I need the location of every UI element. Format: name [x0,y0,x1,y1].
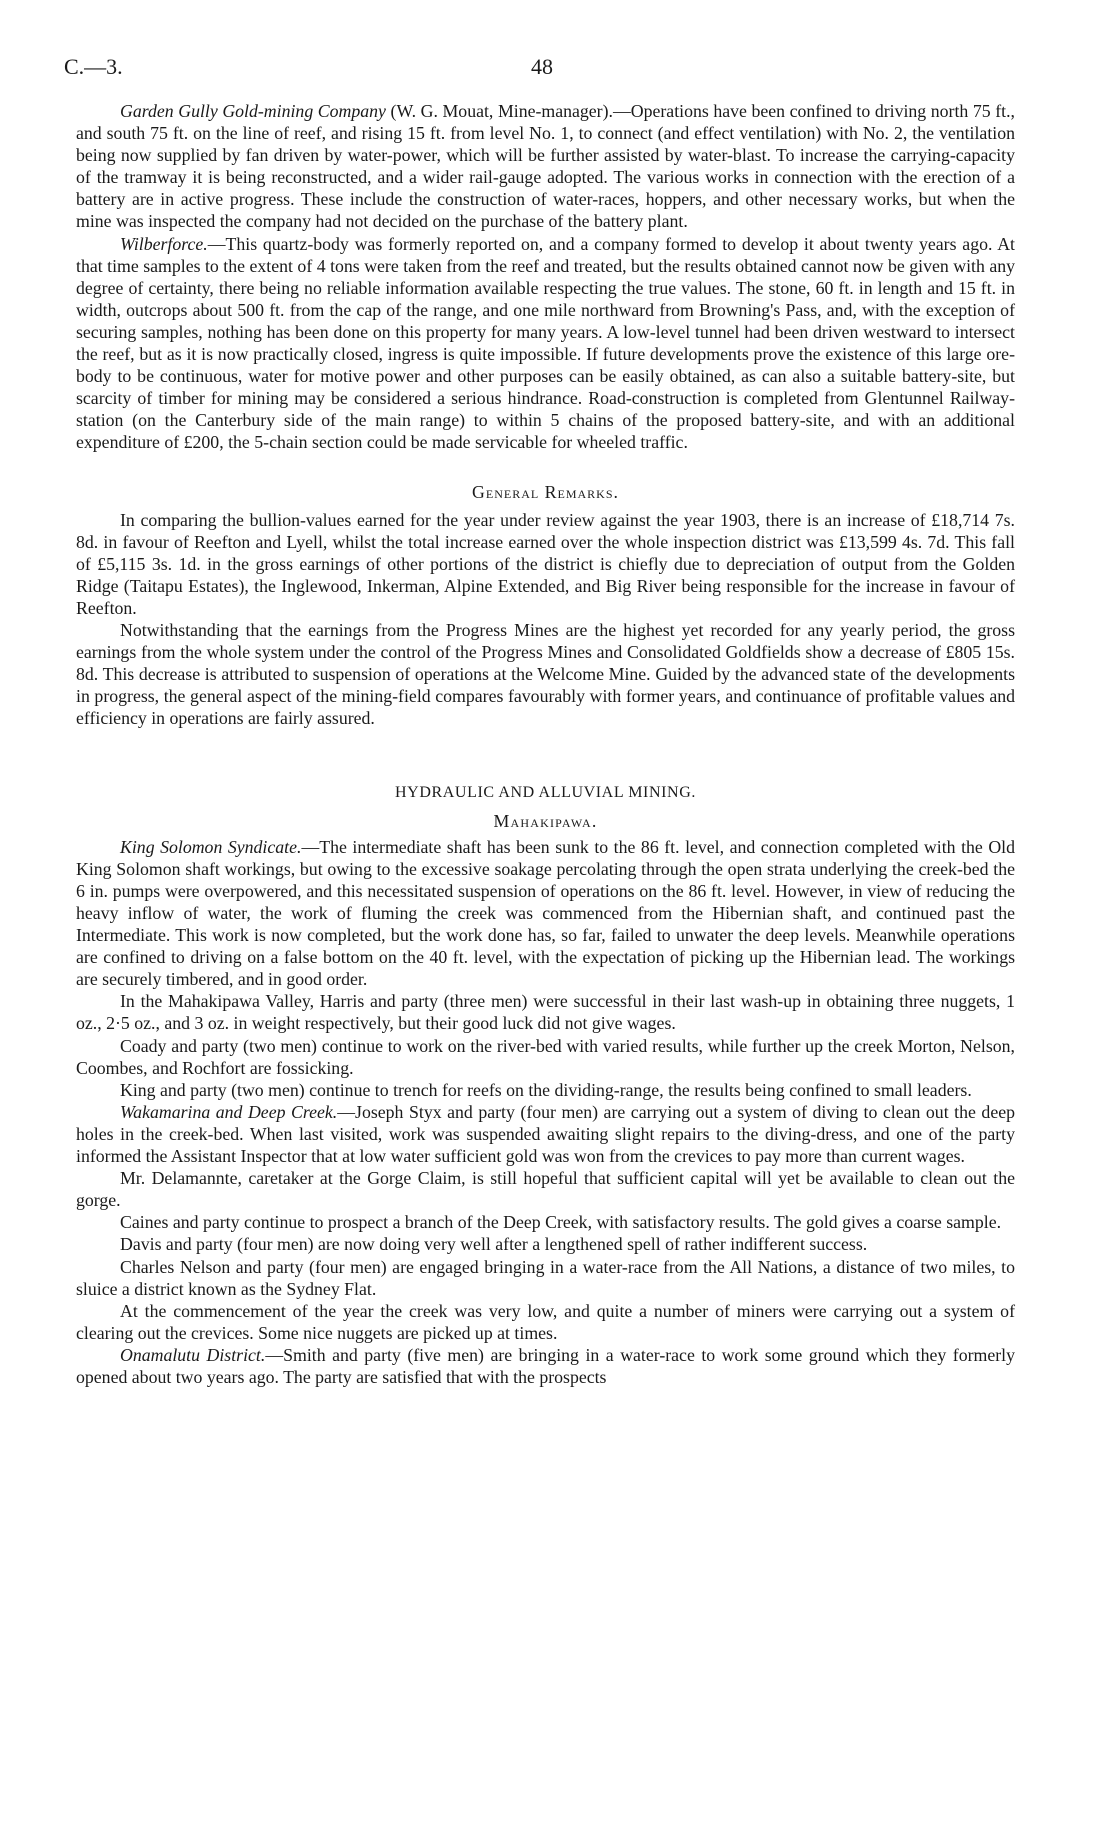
paragraph-onamalutu [76,1344,1015,1388]
paragraph-text: —This quartz-body was formerly reported on, and a company formed to develop it about twenty years ago. At that time samples to the extent of 4 tons were taken from the reef and treated, but the results obtained cannot now be given with any degree of certainty, there being no reliable information available respecting the true values. The stone, 60 ft. in length and 15 ft. in width, outcrops about 500 ft. from the cap of the range, and one mile northward from Browning's Pass, and, with the exception of securing samples, nothing has been done on this property for many years. A low-level tunnel had been driven westward to intersect the reef, but as it is now practically closed, ingress is quite impossible. If future developments prove the existence of this large ore-body to be continuous, water for motive power and other purposes can be easily obtained, as can also a suitable battery-site, but scarcity of timber for mining may be considered a serious hindrance. Road-construction is completed from Glentunnel Railway-station (on the Canterbury side of the main range) to within 5 chains of the proposed battery-site, and with an additional expenditure of £200, the 5-chain section could be made servicable for wheeled traffic. [76,233,1015,453]
hydraulic-section [76,836,1015,1388]
paragraph-text: Caines and party continue to prospect a branch of the Deep Creek, with satisfactory results. The gold gives a coarse sample. [120,1212,1002,1233]
paragraph-text: Charles Nelson and party (four men) are engaged bringing in a water-race from the All Nations, a distance of two miles, to sluice a district known as the Sydney Flat. [76,1256,1015,1299]
paragraph-text: Davis and party (four men) are now doing very well after a lengthened spell of rather indifferent success. [120,1234,868,1255]
mahakipawa-subheading: Mahakipawa. [493,810,598,831]
general-remarks-heading: General Remarks. [472,481,619,502]
mining-reports-section [76,100,1015,454]
paragraph [76,1211,1015,1233]
hydraulic-mining-heading: HYDRAULIC AND ALLUVIAL MINING. [395,783,696,801]
paragraph [76,1300,1015,1344]
paragraph [76,1079,1015,1101]
paragraph-lead: Wilberforce. [120,233,208,254]
paragraph-text: King and party (two men) continue to trench for reefs on the dividing-range, the results being confined to small leaders. [120,1079,972,1100]
paragraph-lead: Garden Gully Gold-mining Company [120,101,386,121]
general-remarks-section [76,509,1015,730]
paragraph-wilberforce [76,233,1015,454]
paragraph-text: In the Mahakipawa Valley, Harris and party (three men) were successful in their last wash-up in obtaining three nuggets, 1 oz., 2·5 oz., and 3 oz. in weight respectively, but their good luck did not give wages. [76,991,1015,1034]
paragraph-king-solomon [76,836,1015,991]
paragraph-text: —The intermediate shaft has been sunk to the 86 ft. level, and connection completed with the Old King Solomon shaft workings, but owing to the excessive soakage percolating through the open strata underlying the creek-bed the 6 in. pumps were overpowered, and this necessitated suspension of operations on the 86 ft. level. However, in view of reducing the heavy inflow of water, the work of fluming the creek was commenced from the Hibernian shaft, and continued past the Intermediate. This work is now completed, but the work done has, so far, failed to unwater the deep levels. Meanwhile operations are confined to driving on a false bottom on the 40 ft. level, with the expectation of picking up the Hibernian lead. The workings are securely timbered, and in good order. [76,836,1015,990]
paragraph-text: —Smith and party (five men) are bringing in a water-race to work some ground which they formerly opened about two years ago. The party are satisfied that with the prospects [76,1344,1015,1387]
paragraph-wakamarina [76,1101,1015,1167]
parliamentary-paper-reference: C.—3. [64,54,123,79]
paragraph-text: Coady and party (two men) continue to work on the river-bed with varied results, while further up the creek Morton, Nelson, Coombes, and Rochfort are fossicking. [76,1035,1015,1078]
paragraph [76,1035,1015,1079]
page-header [64,54,1015,100]
paragraph: Notwithstanding that the earnings from the Progress Mines are the highest yet recorded for any yearly period, the gross earnings from the whole system under the control of the Progress Mines and Consolidated Goldfields show a decrease of £805 15s. 8d. This decrease is attributed to suspension of operations at the Welcome Mine. Guided by the advanced state of the developments in progress, the general aspect of the mining-field compares favourably with former years, and continuance of profitable values and efficiency in operations are fairly assured. [76,620,1015,729]
paragraph [76,1233,1015,1255]
paragraph: In comparing the bullion-values earned for the year under review against the year 1903, there is an increase of £18,714 7s. 8d. in favour of Reefton and Lyell, whilst the total increase earned over the whole inspection district was £13,599 4s. 7d. This fall of £5,115 3s. 1d. in the gross earnings of other portions of the district is chiefly due to depreciation of output from the Golden Ridge (Taitapu Estates), the Inglewood, Inkerman, Alpine Extended, and Big River being responsible for the increase in favour of Reefton. [76,509,1015,618]
paragraph-lead: Wakamarina and Deep Creek. [120,1101,338,1122]
paragraph-lead: Onamalutu District. [120,1344,266,1365]
page-number: 48 [531,54,553,79]
paragraph [76,990,1015,1034]
paragraph-text: (W. G. Mouat, Mine-manager).—Operations have been confined to driving north 75 ft., and south 75 ft. on the line of reef, and rising 15 ft. from level No. 1, to connect (and effect ventilation) with No. 2, the ventilation being now supplied by fan driven by water-power, which will be further assisted by water-blast. To increase the carrying-capacity of the tramway it is being reconstructed, and a wider rail-gauge adopted. The various works in connection with the erection of a battery are in active progress. These include the construction of water-races, hoppers, and other necessary works, but when the mine was inspected the company had not decided on the purchase of the battery plant. [76,101,1016,232]
paragraph-lead: King Solomon Syndicate. [120,836,302,857]
paragraph-text: Mr. Delamannte, caretaker at the Gorge Claim, is still hopeful that sufficient capital will yet be available to clean out the gorge. [76,1168,1015,1211]
paragraph-garden-gully [76,100,1015,233]
paragraph-text: —Joseph Styx and party (four men) are carrying out a system of diving to clean out the deep holes in the creek-bed. When last visited, work was suspended awaiting slight repairs to the diving-dress, and one of the party informed the Assistant Inspector that at low water sufficient gold was won from the crevices to pay more than current wages. [76,1101,1015,1167]
paragraph [76,1256,1015,1300]
paragraph-text: At the commencement of the year the creek was very low, and quite a number of miners were carrying out a system of clearing out the crevices. Some nice nuggets are picked up at times. [76,1300,1015,1343]
paragraph [76,1167,1015,1211]
